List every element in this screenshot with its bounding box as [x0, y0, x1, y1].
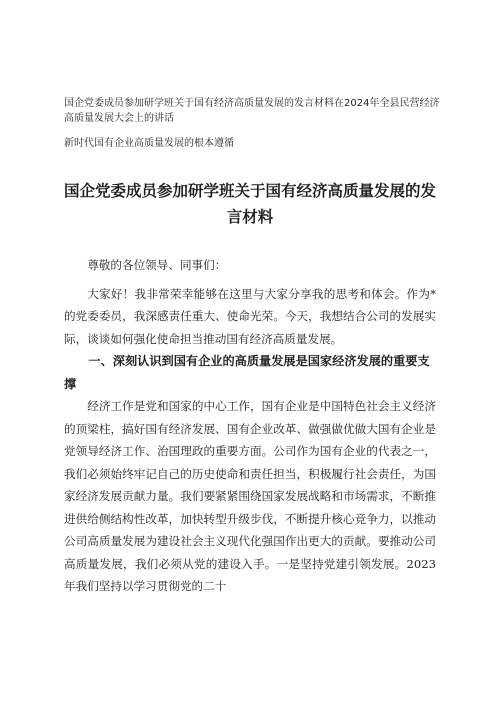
- document-body: [64, 254, 436, 598]
- body-paragraph: 大家好！我非常荣幸能够在这里与大家分享我的思考和体会。作为*的党委委员，我深感责任重大、使命光荣。今天，我想结合公司的发展实际，谈谈如何强化使命担当推动国有经济高质量发展。: [64, 286, 436, 346]
- salutation: 尊敬的各位领导、同事们：: [87, 258, 227, 272]
- body-paragraph: 经济工作是党和国家的中心工作，国有企业是中国特色社会主义经济的顶梁柱，搞好国有经济发展、国有企业改革、做强做优做大国有企业是党领导经济工作、治国理政的重要方面。公司作为国有企业的代表之一，我们必须始终牢记自己的历史使命和责任担当，积极履行社会责任，为国家经济发展贡献力量。我们要紧紧围绕国家发展战略和市场需求，不断推进供给侧结构性改革，加快转型升级步伐，不断提升核心竞争力，以推动公司高质量发展为建设社会主义现代化强国作出更大的贡献。要推动公司高质量发展，我们必须从党的建设入手。一是坚持党建引领发展。2023年我们坚持以学习贯彻党的二十: [64, 399, 436, 593]
- table-of-contents: [64, 96, 444, 157]
- document-title: 国企党委成员参加研学班关于国有经济高质量发展的发言材料: [64, 182, 437, 226]
- section-heading: 一、深刻认识到国有企业的高质量发展是国家经济发展的重要支撑: [64, 354, 430, 391]
- toc-item[interactable]: 新时代国有企业高质量发展的根本遵循: [64, 138, 234, 149]
- toc-item[interactable]: 国企党委成员参加研学班关于国有经济高质量发展的发言材料在2024年全县民营经济高质量发展大会上的讲话: [64, 98, 440, 124]
